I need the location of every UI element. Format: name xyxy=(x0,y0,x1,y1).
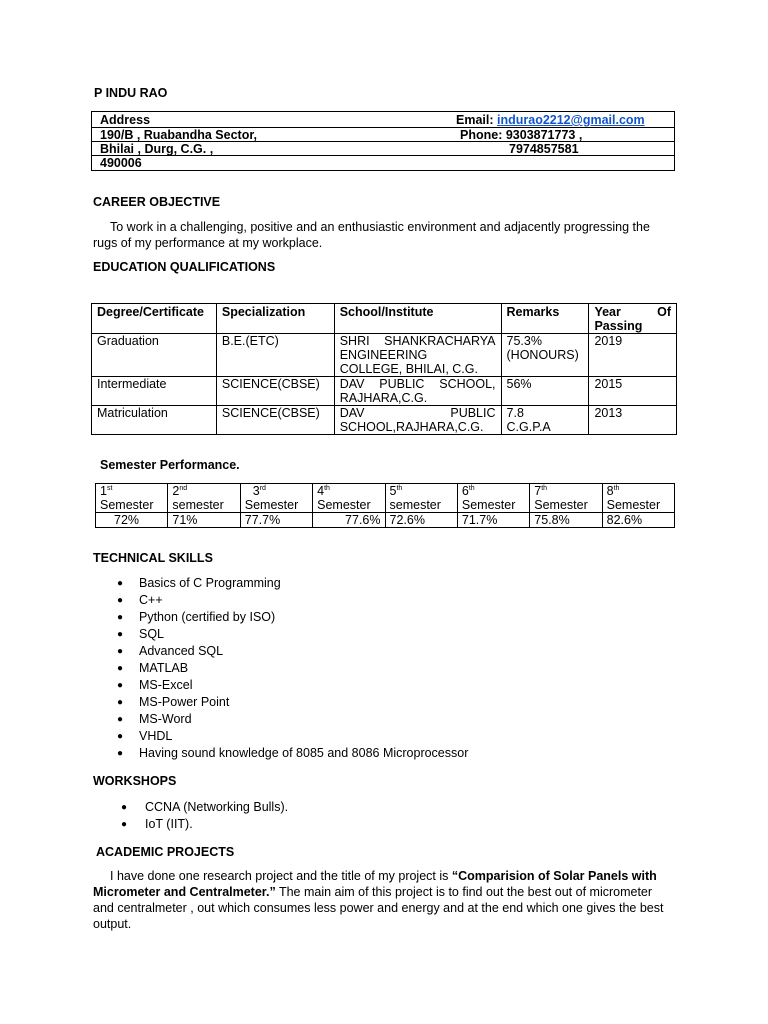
semester-number: 8 xyxy=(606,484,614,498)
project-line-3: and centralmeter , out which consumes less power and energy and at the end which one gives the best xyxy=(93,901,664,915)
semester-number: 1 xyxy=(100,484,107,498)
project-description: The main aim of this project is to find out the best out of micrometer xyxy=(278,885,653,899)
year-header-passing: Passing xyxy=(594,319,643,333)
semester-1-value: 72% xyxy=(96,513,168,528)
semester-3-header xyxy=(240,484,312,513)
technical-skills-heading: TECHNICAL SKILLS xyxy=(93,551,213,565)
skill-item xyxy=(117,694,468,711)
bullet-icon: ● xyxy=(121,802,128,813)
career-objective-heading: CAREER OBJECTIVE xyxy=(93,195,221,209)
phone-number-1: 9303871773 , xyxy=(505,128,583,142)
year-header-of: Of xyxy=(657,305,671,319)
bullet-icon: ● xyxy=(117,748,124,759)
semester-value-row xyxy=(96,513,675,528)
bullet-icon: ● xyxy=(117,680,124,691)
col-header-degree: Degree/Certificate xyxy=(92,304,217,334)
school-line: SHRI SHANKRACHARYA xyxy=(339,334,496,348)
candidate-name: P INDU RAO xyxy=(94,86,168,100)
workshop-label: CCNA (Networking Bulls). xyxy=(145,800,289,814)
school-cell xyxy=(334,406,501,435)
skill-item xyxy=(117,745,468,762)
semester-table xyxy=(95,483,675,528)
address-label: Address xyxy=(100,113,151,127)
ordinal-suffix: th xyxy=(324,485,330,492)
degree-cell: Intermediate xyxy=(92,377,217,406)
education-header-row xyxy=(92,304,677,334)
skill-item xyxy=(117,728,468,745)
ordinal-suffix: nd xyxy=(179,485,188,492)
school-cell xyxy=(334,334,501,377)
career-objective-line-2: rugs of my performance at my workplace. xyxy=(93,236,323,250)
skill-label: Python (certified by ISO) xyxy=(139,610,276,624)
ordinal-suffix: th xyxy=(541,485,548,492)
bullet-icon: ● xyxy=(121,819,128,830)
specialization-cell: SCIENCE(CBSE) xyxy=(216,377,334,406)
school-cell xyxy=(334,377,501,406)
contact-row-4 xyxy=(92,155,674,171)
contact-row-1 xyxy=(92,112,674,127)
semester-8-value: 82.6% xyxy=(602,513,674,528)
year-cell: 2015 xyxy=(589,377,677,406)
email-label: Email: xyxy=(456,113,494,127)
skill-label: MS-Word xyxy=(139,712,192,726)
bullet-icon: ● xyxy=(117,578,124,589)
academic-projects-heading: ACADEMIC PROJECTS xyxy=(96,845,235,859)
semester-word: Semester xyxy=(100,498,154,512)
bullet-icon: ● xyxy=(117,612,124,623)
skill-item xyxy=(117,592,468,609)
skill-label: Basics of C Programming xyxy=(139,576,281,590)
remarks-cell: 56% xyxy=(501,377,589,406)
remarks-line: 7.8 xyxy=(506,406,524,420)
school-line: DAV PUBLIC xyxy=(339,406,496,420)
year-cell: 2013 xyxy=(589,406,677,435)
skill-item xyxy=(117,643,468,660)
education-heading: EDUCATION QUALIFICATIONS xyxy=(93,260,276,274)
contact-box xyxy=(91,111,675,171)
bullet-icon: ● xyxy=(117,646,124,657)
workshops-list xyxy=(121,799,288,833)
skill-label: MATLAB xyxy=(139,661,189,675)
semester-7-value: 75.8% xyxy=(530,513,602,528)
education-row-graduation xyxy=(92,334,677,377)
col-header-year xyxy=(589,304,677,334)
semester-word: Semester xyxy=(461,498,516,512)
semester-8-header xyxy=(602,484,674,513)
workshops-heading: WORKSHOPS xyxy=(93,774,177,788)
semester-word: semester xyxy=(172,498,224,512)
school-line: ENGINEERING xyxy=(339,348,428,362)
semester-1-header xyxy=(96,484,168,513)
address-line-1: 190/B , Ruabandha Sector, xyxy=(100,128,257,142)
address-line-2: Bhilai , Durg, C.G. , xyxy=(100,142,214,156)
skill-item xyxy=(117,677,468,694)
ordinal-suffix: th xyxy=(613,485,620,492)
academic-projects-text xyxy=(93,868,675,932)
semester-5-value: 72.6% xyxy=(385,513,457,528)
year-cell: 2019 xyxy=(589,334,677,377)
phone-line xyxy=(460,128,582,142)
skill-label: MS-Power Point xyxy=(139,695,230,709)
school-line: DAV PUBLIC SCHOOL, xyxy=(339,377,496,391)
skill-item xyxy=(117,609,468,626)
col-header-remarks: Remarks xyxy=(501,304,589,334)
education-row-intermediate xyxy=(92,377,677,406)
semester-word: Semester xyxy=(317,498,371,512)
semester-6-value: 71.7% xyxy=(457,513,529,528)
skill-item xyxy=(117,575,468,592)
remarks-line: (HONOURS) xyxy=(506,348,579,362)
school-line: COLLEGE, BHILAI, C.G. xyxy=(339,362,478,376)
bullet-icon: ● xyxy=(117,595,124,606)
col-header-school: School/Institute xyxy=(334,304,501,334)
project-line-4: output. xyxy=(93,917,132,931)
semester-heading: Semester Performance. xyxy=(100,458,240,472)
phone-number-2: 7974857581 xyxy=(509,142,579,156)
col-header-specialization: Specialization xyxy=(216,304,334,334)
semester-word: semester xyxy=(389,498,441,512)
project-title-part-1: “Comparision of Solar Panels with xyxy=(451,869,657,883)
career-objective-line-1: To work in a challenging, positive and an enthusiastic environment and adjacently progressing the xyxy=(110,220,650,234)
semester-2-value: 71% xyxy=(168,513,240,528)
workshop-label: IoT (IIT). xyxy=(145,817,193,831)
remarks-line: C.G.P.A xyxy=(506,420,551,434)
bullet-icon: ● xyxy=(117,697,124,708)
semester-4-header xyxy=(313,484,385,513)
semester-4-value: 77.6% xyxy=(313,513,385,528)
skill-label: Having sound knowledge of 8085 and 8086 Microprocessor xyxy=(139,746,469,760)
skill-label: MS-Excel xyxy=(139,678,193,692)
email-link[interactable]: indurao2212@gmail.com xyxy=(497,113,645,127)
specialization-cell: B.E.(ETC) xyxy=(216,334,334,377)
degree-cell: Matriculation xyxy=(92,406,217,435)
ordinal-suffix: st xyxy=(106,485,113,492)
school-line: SCHOOL,RAJHARA,C.G. xyxy=(339,420,484,434)
project-line-2 xyxy=(93,884,675,900)
education-row-matriculation xyxy=(92,406,677,435)
skill-item xyxy=(117,660,468,677)
remarks-cell xyxy=(501,406,589,435)
address-line-3: 490006 xyxy=(100,156,142,170)
semester-number: 5 xyxy=(389,484,397,498)
semester-number: 6 xyxy=(461,484,469,498)
email-line xyxy=(456,113,645,127)
skill-label: SQL xyxy=(139,627,165,641)
ordinal-suffix: th xyxy=(468,485,475,492)
semester-5-header xyxy=(385,484,457,513)
semester-3-value: 77.7% xyxy=(240,513,312,528)
bullet-icon: ● xyxy=(117,731,124,742)
project-intro: I have done one research project and the title of my project is xyxy=(110,869,449,883)
semester-6-header xyxy=(457,484,529,513)
semester-label-row xyxy=(96,484,675,513)
semester-7-header xyxy=(530,484,602,513)
workshop-item xyxy=(121,816,288,833)
semester-number: 7 xyxy=(534,484,542,498)
phone-label: Phone: xyxy=(460,128,503,142)
education-table xyxy=(91,303,677,435)
skill-item xyxy=(117,626,468,643)
workshop-item xyxy=(121,799,288,816)
career-objective-text xyxy=(93,219,675,251)
skill-item xyxy=(117,711,468,728)
remarks-line: 75.3% xyxy=(506,334,542,348)
degree-cell: Graduation xyxy=(92,334,217,377)
semester-number: 4 xyxy=(317,484,325,498)
skill-label: VHDL xyxy=(139,729,173,743)
remarks-cell xyxy=(501,334,589,377)
bullet-icon: ● xyxy=(117,663,124,674)
project-line-1 xyxy=(93,868,675,884)
semester-word: Semester xyxy=(606,498,661,512)
semester-number: 3 xyxy=(252,484,260,498)
semester-number: 2 xyxy=(172,484,180,498)
specialization-cell: SCIENCE(CBSE) xyxy=(216,406,334,435)
technical-skills-list xyxy=(117,575,468,762)
bullet-icon: ● xyxy=(117,629,124,640)
project-title-part-2: Micrometer and Centralmeter.” xyxy=(93,885,276,899)
skill-label: C++ xyxy=(139,593,163,607)
semester-word: Semester xyxy=(244,498,299,512)
ordinal-suffix: rd xyxy=(259,485,266,492)
ordinal-suffix: th xyxy=(396,485,403,492)
year-header-word: Year xyxy=(594,305,621,319)
bullet-icon: ● xyxy=(117,714,124,725)
semester-word: Semester xyxy=(534,498,588,512)
semester-2-header xyxy=(168,484,240,513)
school-line: RAJHARA,C.G. xyxy=(339,391,428,405)
skill-label: Advanced SQL xyxy=(139,644,224,658)
